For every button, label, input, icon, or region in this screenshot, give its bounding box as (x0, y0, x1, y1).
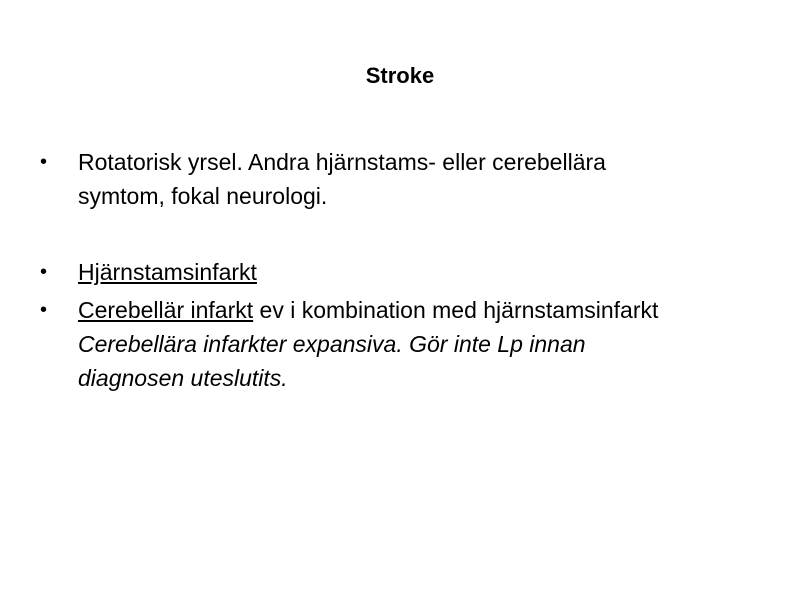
slide-title: Stroke (365, 63, 435, 88)
bullet-text-line: Rotatorisk yrsel. Andra hjärnstams- eller cerebellära (78, 149, 606, 175)
bullet-item (40, 255, 778, 289)
bullet-text-line: symtom, fokal neurologi. (78, 183, 328, 209)
cerebellar-infarkt-link[interactable]: Cerebellär infarkt (78, 297, 254, 323)
bullet-italic-line: diagnosen uteslutits. (78, 365, 288, 391)
bullet-italic-line: Cerebellära infarkter expansiva. Gör inte Lp innan (78, 331, 586, 357)
bullet-icon: • (40, 261, 48, 283)
bullet-item (40, 293, 778, 395)
bullet-item (40, 145, 778, 213)
bullet-icon: • (40, 151, 48, 173)
hjarnstamsinfarkt-link[interactable]: Hjärnstamsinfarkt (78, 259, 257, 285)
bullet-text-line (78, 293, 778, 327)
bullet-icon: • (40, 299, 48, 321)
bullet-text: ev i kombination med hjärnstamsinfarkt (253, 297, 659, 323)
